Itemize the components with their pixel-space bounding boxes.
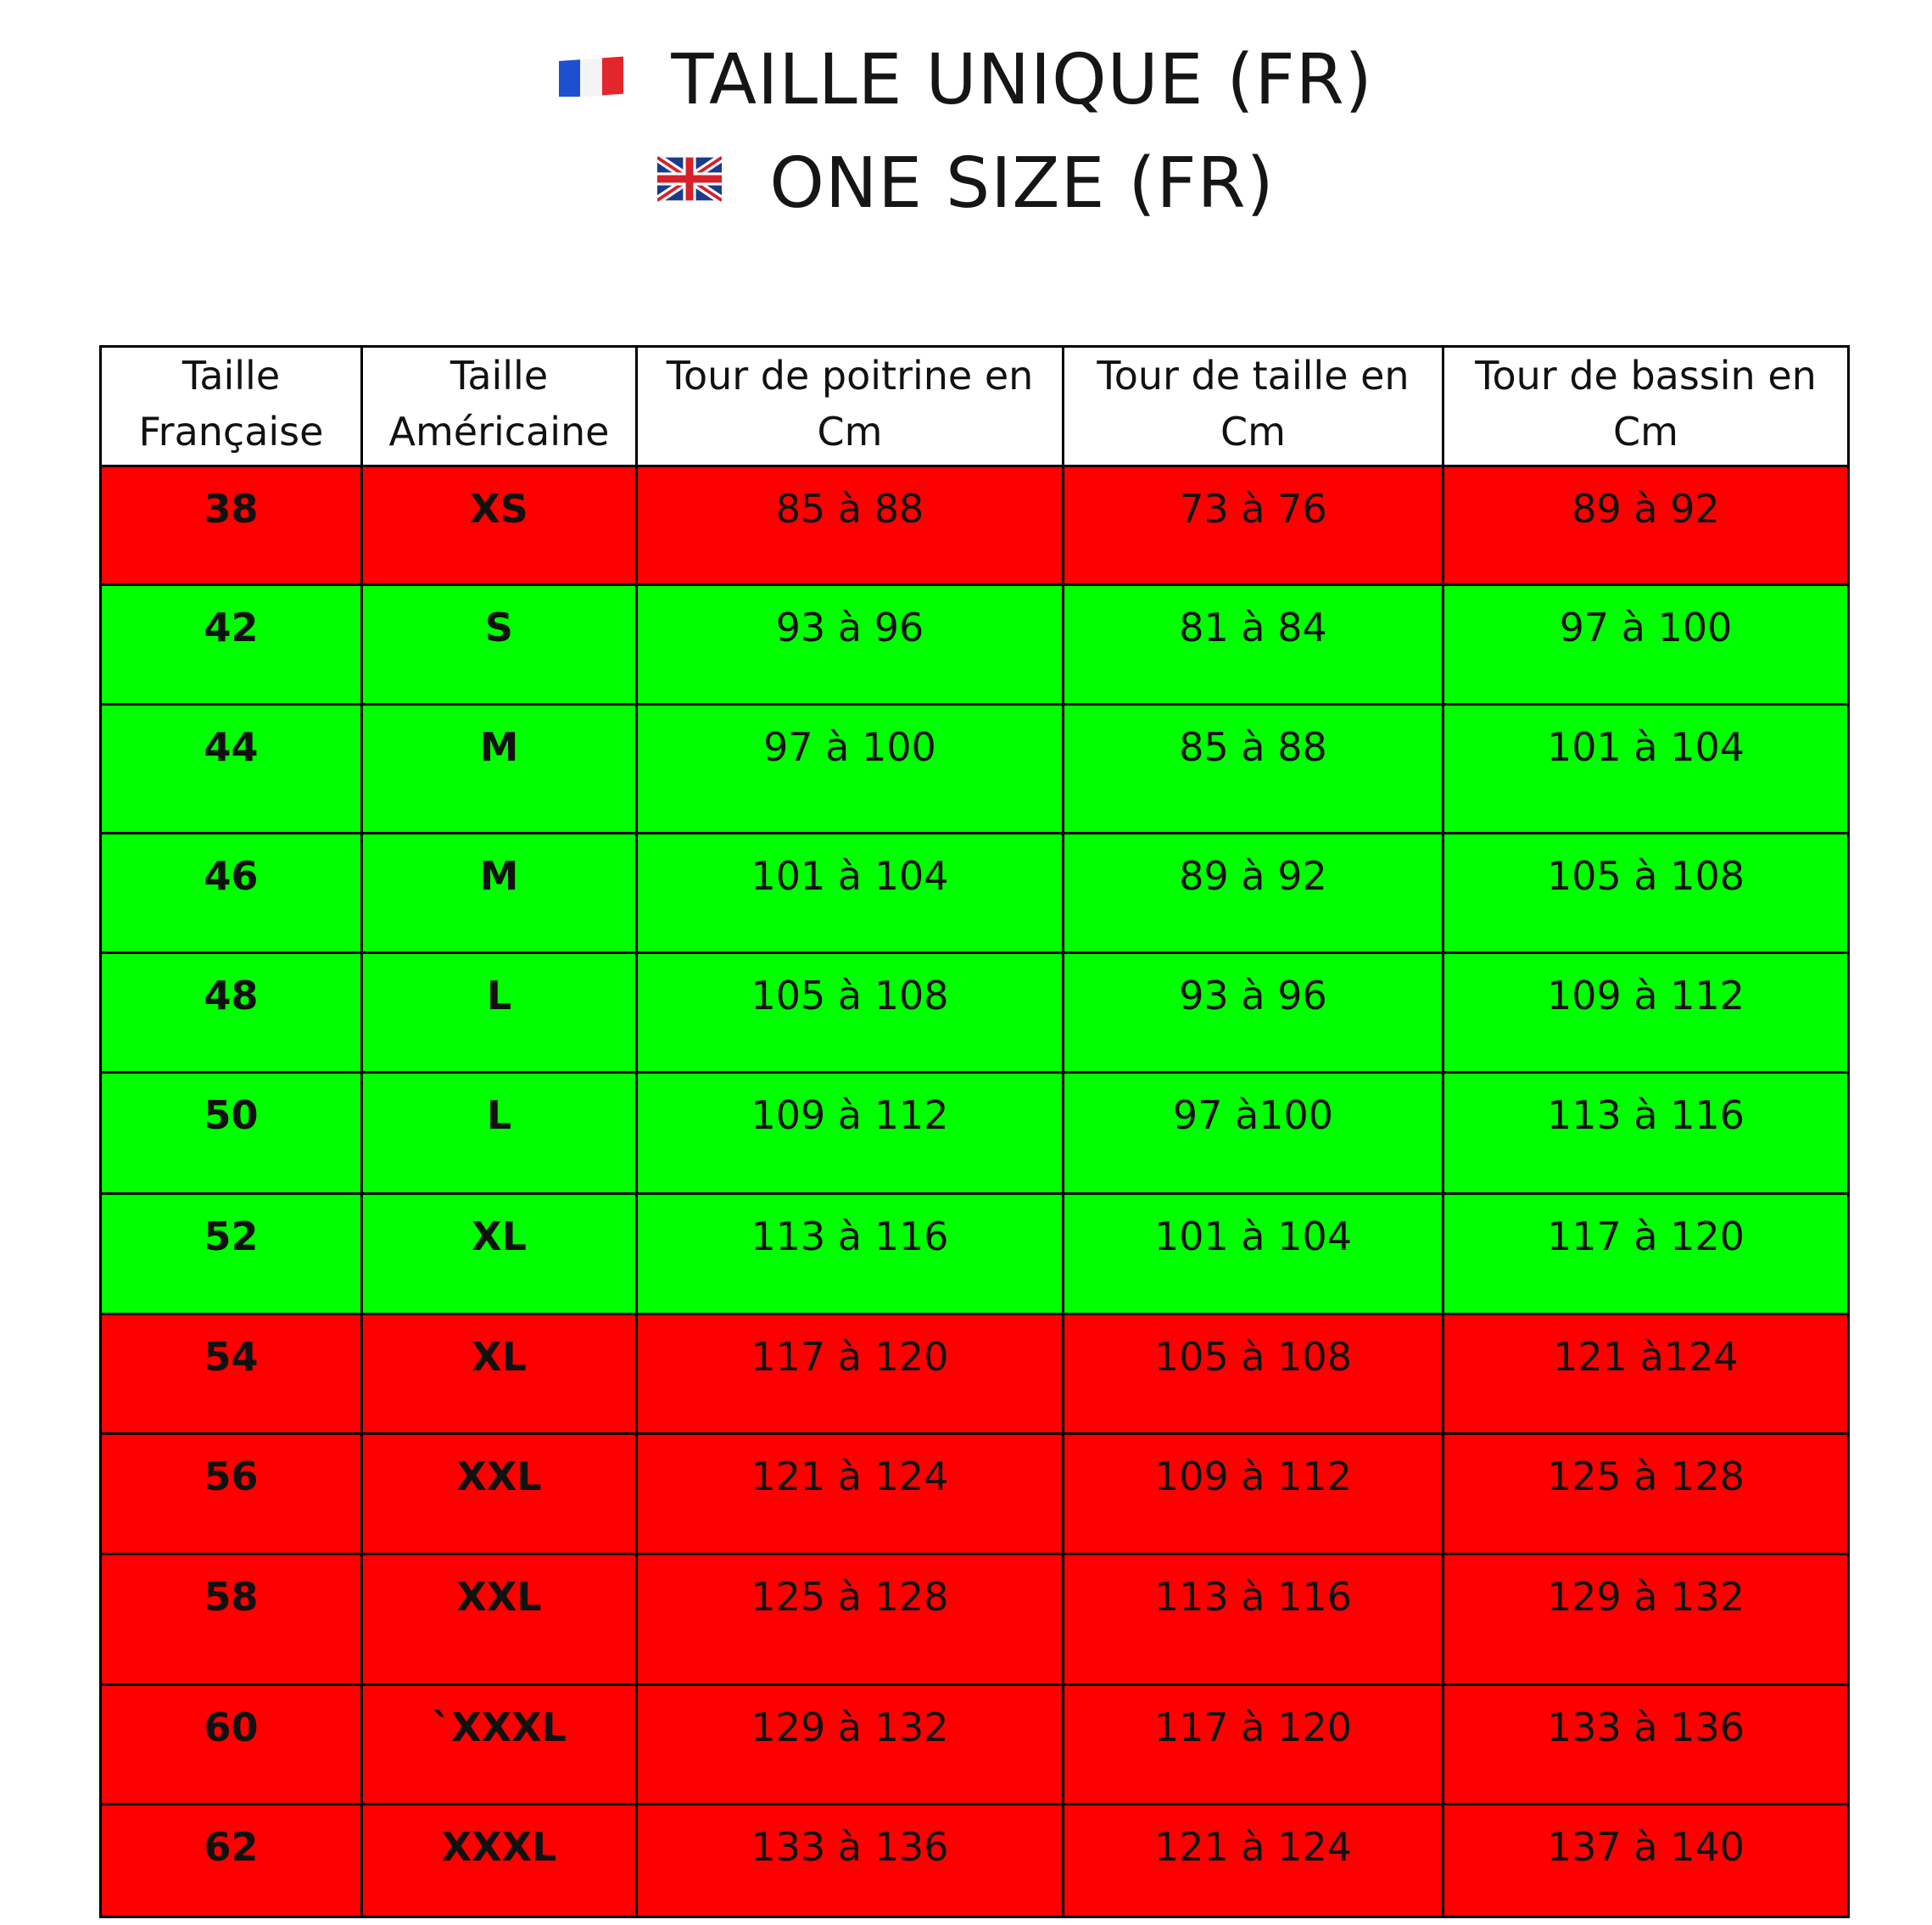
cell-chest: 101 à 104 — [637, 834, 1064, 953]
header-hips-label: Tour de bassin en Cm — [1475, 353, 1817, 455]
table-row — [101, 953, 1849, 1073]
header-us-size — [362, 347, 637, 466]
table-row — [101, 1434, 1849, 1554]
cell-chest: 121 à 124 — [637, 1434, 1064, 1554]
cell-waist: 73 à 76 — [1064, 466, 1443, 585]
cell-chest: 113 à 116 — [637, 1194, 1064, 1314]
cell-chest: 129 à 132 — [637, 1685, 1064, 1805]
cell-us-size: `XXXL — [362, 1685, 637, 1805]
header-waist-label: Tour de taille en Cm — [1097, 353, 1410, 455]
cell-us-size: L — [362, 1073, 637, 1194]
cell-hips: 105 à 108 — [1443, 834, 1849, 953]
cell-hips: 113 à 116 — [1443, 1073, 1849, 1194]
title-line-french — [0, 31, 1932, 131]
cell-waist: 105 à 108 — [1064, 1314, 1443, 1434]
cell-waist: 113 à 116 — [1064, 1554, 1443, 1685]
table-row — [101, 1194, 1849, 1314]
cell-us-size: XL — [362, 1314, 637, 1434]
cell-hips: 133 à 136 — [1443, 1685, 1849, 1805]
cell-french-size: 56 — [101, 1434, 362, 1554]
title-block — [0, 31, 1932, 234]
table-row — [101, 834, 1849, 953]
cell-french-size: 44 — [101, 705, 362, 834]
cell-waist: 97 à100 — [1064, 1073, 1443, 1194]
size-chart-table — [99, 345, 1850, 1918]
header-waist — [1064, 347, 1443, 466]
cell-waist: 101 à 104 — [1064, 1194, 1443, 1314]
title-french: TAILLE UNIQUE (FR) — [671, 40, 1373, 120]
cell-hips: 101 à 104 — [1443, 705, 1849, 834]
cell-waist: 93 à 96 — [1064, 953, 1443, 1073]
french-flag-icon — [559, 54, 623, 97]
table-row — [101, 705, 1849, 834]
header-hips — [1443, 347, 1849, 466]
cell-french-size: 54 — [101, 1314, 362, 1434]
cell-waist: 85 à 88 — [1064, 705, 1443, 834]
cell-chest: 93 à 96 — [637, 585, 1064, 705]
title-english: ONE SIZE (FR) — [769, 143, 1275, 224]
cell-hips: 125 à 128 — [1443, 1434, 1849, 1554]
cell-french-size: 58 — [101, 1554, 362, 1685]
cell-hips: 97 à 100 — [1443, 585, 1849, 705]
cell-chest: 97 à 100 — [637, 705, 1064, 834]
cell-hips: 137 à 140 — [1443, 1805, 1849, 1917]
header-french-size — [101, 347, 362, 466]
cell-chest: 105 à 108 — [637, 953, 1064, 1073]
cell-chest: 117 à 120 — [637, 1314, 1064, 1434]
cell-hips: 89 à 92 — [1443, 466, 1849, 585]
header-chest-label: Tour de poitrine en Cm — [666, 353, 1034, 455]
cell-waist: 89 à 92 — [1064, 834, 1443, 953]
header-french-size-label: Taille Française — [138, 353, 324, 455]
table-row — [101, 585, 1849, 705]
cell-waist: 121 à 124 — [1064, 1805, 1443, 1917]
cell-chest: 133 à 136 — [637, 1805, 1064, 1917]
cell-us-size: M — [362, 834, 637, 953]
cell-french-size: 62 — [101, 1805, 362, 1917]
table-row — [101, 1685, 1849, 1805]
cell-hips: 129 à 132 — [1443, 1554, 1849, 1685]
cell-french-size: 46 — [101, 834, 362, 953]
table-row — [101, 1554, 1849, 1685]
cell-hips: 109 à 112 — [1443, 953, 1849, 1073]
cell-waist: 117 à 120 — [1064, 1685, 1443, 1805]
table-row — [101, 466, 1849, 585]
cell-french-size: 48 — [101, 953, 362, 1073]
cell-us-size: XXL — [362, 1434, 637, 1554]
cell-us-size: XS — [362, 466, 637, 585]
cell-us-size: XXL — [362, 1554, 637, 1685]
cell-hips: 117 à 120 — [1443, 1194, 1849, 1314]
cell-hips: 121 à124 — [1443, 1314, 1849, 1434]
cell-us-size: XL — [362, 1194, 637, 1314]
cell-waist: 81 à 84 — [1064, 585, 1443, 705]
cell-french-size: 38 — [101, 466, 362, 585]
cell-french-size: 50 — [101, 1073, 362, 1194]
cell-chest: 125 à 128 — [637, 1554, 1064, 1685]
title-line-english — [0, 134, 1932, 234]
header-chest — [637, 347, 1064, 466]
cell-chest: 85 à 88 — [637, 466, 1064, 585]
cell-us-size: M — [362, 705, 637, 834]
cell-waist: 109 à 112 — [1064, 1434, 1443, 1554]
cell-us-size: XXXL — [362, 1805, 637, 1917]
cell-us-size: S — [362, 585, 637, 705]
header-us-size-label: Taille Américaine — [388, 353, 610, 455]
cell-french-size: 52 — [101, 1194, 362, 1314]
cell-chest: 109 à 112 — [637, 1073, 1064, 1194]
cell-us-size: L — [362, 953, 637, 1073]
header-row — [101, 347, 1849, 466]
table-row — [101, 1805, 1849, 1917]
table-row — [101, 1314, 1849, 1434]
table-row — [101, 1073, 1849, 1194]
cell-french-size: 60 — [101, 1685, 362, 1805]
uk-flag-icon — [657, 156, 722, 202]
cell-french-size: 42 — [101, 585, 362, 705]
